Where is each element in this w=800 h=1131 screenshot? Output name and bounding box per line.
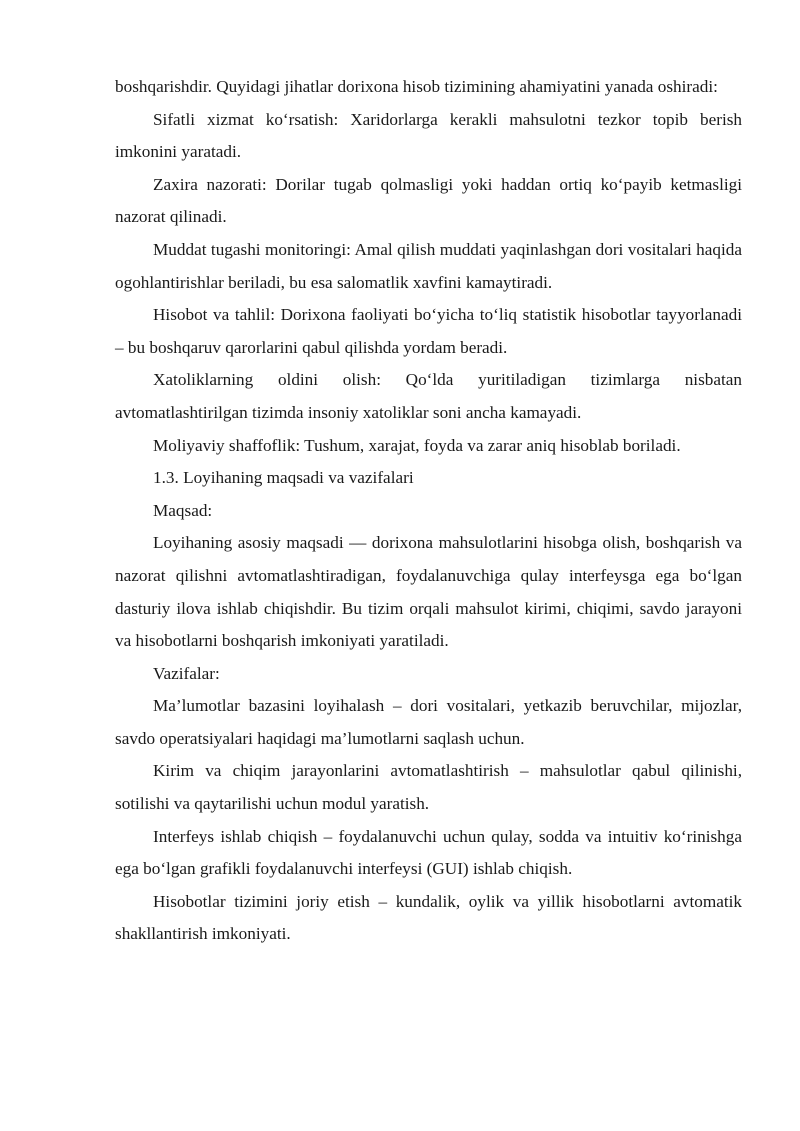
paragraph-quality-service: Sifatli xizmat ko‘rsatish: Xaridorlarga kerakli mahsulotni tezkor topib berish imkonini yaratadi.: [115, 109, 742, 162]
tasks-heading: Vazifalar:: [153, 663, 220, 683]
paragraph-task-inout: Kirim va chiqim jarayonlarini avtomatlashtirish – mahsulotlar qabul qilinishi, sotilishi va qaytarilishi uchun modul yaratish.: [115, 761, 742, 814]
goal-heading: Maqsad:: [153, 500, 213, 520]
paragraph-stock-control: Zaxira nazorati: Dorilar tugab qolmasligi yoki haddan ortiq ko‘payib ketmasligi nazorat qilinadi.: [115, 174, 742, 227]
paragraph-expiry-monitoring: Muddat tugashi monitoringi: Amal qilish muddati yaqinlashgan dori vositalari haqida ogohlantirishlar beriladi, bu esa salomatlik xavfini kamaytiradi.: [115, 239, 742, 292]
paragraph-task-database: Ma’lumotlar bazasini loyihalash – dori vositalari, yetkazib beruvchilar, mijozlar, savdo operatsiyalari haqidagi ma’lumotlarni saqlash uchun.: [115, 696, 742, 748]
paragraph-intro-continuation: boshqarishdir. Quyidagi jihatlar dorixona hisob tizimining ahamiyatini yanada oshiradi:: [115, 77, 718, 96]
section-heading: 1.3. Loyihaning maqsadi va vazifalari: [153, 468, 414, 488]
paragraph-financial-transparency: Moliyaviy shaffoflik: Tushum, xarajat, foyda va zarar aniq hisoblab boriladi.: [153, 435, 681, 455]
paragraph-reports-analysis: Hisobot va tahlil: Dorixona faoliyati bo‘yicha to‘liq statistik hisobotlar tayyorlanadi – bu boshqaruv qarorlarini qabul qilishda yordam beradi.: [115, 305, 742, 357]
paragraph-error-prevention: Xatoliklarning oldini olish: Qo‘lda yuritiladigan tizimlarga nisbatan avtomatlashtirilgan tizimda insoniy xatoliklar soni ancha kamayadi.: [115, 370, 742, 422]
document-page: [115, 71, 742, 951]
paragraph-goal: Loyihaning asosiy maqsadi — dorixona mahsulotlarini hisobga olish, boshqarish va nazorat qilishni avtomatlashtiradigan, foydalanuvchiga qulay interfeysga ega bo‘lgan dasturiy ilova ishlab chiqishdir. Bu tizim orqali mahsulot kirimi, chiqimi, savdo jarayoni va hisobotlarni boshqarish imkoniyati yaratiladi.: [115, 533, 742, 651]
paragraph-task-reports: Hisobotlar tizimini joriy etish – kundalik, oylik va yillik hisobotlarni avtomatik shakllantirish imkoniyati.: [115, 891, 742, 944]
paragraph-task-interface: Interfeys ishlab chiqish – foydalanuvchi uchun qulay, sodda va intuitiv ko‘rinishga ega bo‘lgan grafikli foydalanuvchi interfeysi (GUI) ishlab chiqish.: [115, 826, 742, 879]
